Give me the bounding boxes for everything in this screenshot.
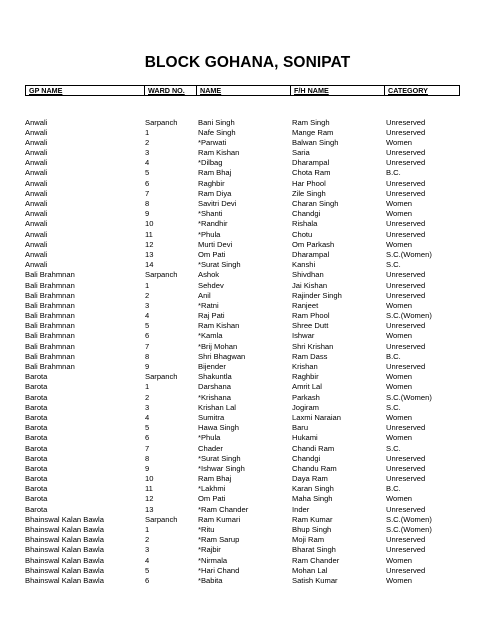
fh-name-cell: Charan Singh bbox=[292, 199, 339, 208]
category-cell: S.C.(Women) bbox=[386, 249, 432, 259]
category-cell: Unreserved bbox=[386, 341, 426, 351]
fh-name-cell: Ram Kumar bbox=[292, 514, 333, 524]
category-cell: Unreserved bbox=[386, 535, 426, 545]
gp-name-cell: Bali Brahmnan bbox=[25, 321, 75, 331]
category-cell: Women bbox=[386, 575, 413, 585]
name-cell: *Dilbag bbox=[198, 158, 223, 168]
table-row bbox=[0, 342, 495, 352]
gp-name-cell: Anwali bbox=[25, 249, 48, 259]
ward-no-cell: 2 bbox=[145, 535, 150, 545]
table-row bbox=[0, 352, 495, 362]
fh-name-cell: Har Phool bbox=[292, 178, 326, 188]
table-row bbox=[0, 382, 495, 392]
ward-no-cell: 6 bbox=[145, 331, 150, 341]
fh-name-cell: Dharampal bbox=[292, 158, 330, 168]
fh-name-cell: Ram Singh bbox=[292, 117, 330, 127]
category-cell: Unreserved bbox=[386, 453, 426, 463]
table-row bbox=[0, 372, 495, 382]
name-cell: *Kamla bbox=[198, 331, 223, 341]
name-cell: *Randhir bbox=[198, 219, 228, 229]
fh-name-cell: Satish Kumar bbox=[292, 575, 338, 585]
table-body bbox=[0, 118, 495, 587]
category-cell: Unreserved bbox=[386, 158, 426, 168]
name-cell: Om Pati bbox=[198, 249, 226, 259]
gp-name-cell: Barota bbox=[25, 443, 48, 453]
ward-no-cell: 5 bbox=[145, 565, 150, 575]
category-cell: B.C. bbox=[386, 168, 401, 178]
fh-name-cell: Mange Ram bbox=[292, 127, 334, 137]
fh-name-cell: Zile Singh bbox=[292, 188, 326, 198]
table-row bbox=[0, 301, 495, 311]
name-cell: Om Pati bbox=[198, 494, 226, 504]
ward-no-cell: 3 bbox=[145, 148, 150, 158]
category-cell: S.C. bbox=[386, 402, 401, 412]
gp-name-cell: Barota bbox=[25, 484, 48, 494]
ward-no-cell: 9 bbox=[145, 362, 150, 371]
table-row bbox=[0, 484, 495, 494]
ward-no-cell: 12 bbox=[145, 494, 154, 504]
name-cell: Raj Pati bbox=[198, 311, 225, 321]
gp-name-cell: Anwali bbox=[25, 148, 48, 158]
gp-name-cell: Bali Brahmnan bbox=[25, 280, 75, 290]
name-cell: Chader bbox=[198, 443, 223, 453]
fh-name-cell: Balwan Singh bbox=[292, 137, 339, 147]
fh-name-cell: Raghbir bbox=[292, 372, 319, 382]
ward-no-cell: 12 bbox=[145, 239, 154, 249]
name-cell: Darshana bbox=[198, 382, 231, 392]
name-cell: Krishan Lal bbox=[198, 402, 236, 412]
table-row bbox=[0, 576, 495, 586]
category-cell: S.C.(Women) bbox=[386, 525, 432, 534]
category-cell: Women bbox=[386, 433, 413, 443]
gp-name-cell: Anwali bbox=[25, 209, 48, 219]
name-cell: *Surat Singh bbox=[198, 260, 241, 270]
name-cell: *Ratni bbox=[198, 300, 219, 310]
ward-no-cell: 6 bbox=[145, 178, 150, 188]
table-row bbox=[0, 454, 495, 464]
gp-name-cell: Bali Brahmnan bbox=[25, 351, 75, 361]
fh-name-cell: Chotu bbox=[292, 229, 313, 239]
name-cell: *Surat Singh bbox=[198, 453, 241, 463]
ward-no-cell: 11 bbox=[145, 229, 153, 239]
table-row bbox=[0, 270, 495, 280]
gp-name-cell: Bhainswal Kalan Bawla bbox=[25, 565, 104, 575]
gp-name-cell: Bali Brahmnan bbox=[25, 362, 75, 371]
table-row bbox=[0, 260, 495, 270]
table-row bbox=[0, 179, 495, 189]
ward-no-cell: 3 bbox=[145, 402, 150, 412]
name-cell: Savitri Devi bbox=[198, 199, 237, 208]
name-cell: *Nirmala bbox=[198, 555, 228, 565]
ward-no-cell: 14 bbox=[145, 260, 154, 270]
category-cell: Unreserved bbox=[386, 117, 426, 127]
category-cell: Women bbox=[386, 209, 413, 219]
name-cell: *Phula bbox=[198, 433, 221, 443]
fh-name-cell: Rajinder Singh bbox=[292, 290, 342, 300]
ward-no-cell: Sarpanch bbox=[145, 117, 178, 127]
name-cell: *Krishana bbox=[198, 392, 231, 402]
gp-name-cell: Anwali bbox=[25, 168, 48, 178]
name-cell: Nafe Singh bbox=[198, 127, 236, 137]
gp-name-cell: Bali Brahmnan bbox=[25, 311, 75, 321]
fh-name-cell: Chandgi bbox=[292, 209, 321, 219]
ward-no-cell: 8 bbox=[145, 453, 150, 463]
fh-name-cell: Bharat Singh bbox=[292, 545, 336, 555]
category-cell: Unreserved bbox=[386, 178, 426, 188]
gp-name-cell: Bhainswal Kalan Bawla bbox=[25, 525, 104, 534]
table-row bbox=[0, 128, 495, 138]
name-cell: *Parwati bbox=[198, 137, 227, 147]
fh-name-cell: Laxmi Naraian bbox=[292, 412, 341, 422]
fh-name-cell: Ram Chander bbox=[292, 555, 340, 565]
ward-no-cell: 4 bbox=[145, 158, 150, 168]
ward-no-cell: 4 bbox=[145, 412, 150, 422]
fh-name-cell: Jogiram bbox=[292, 402, 320, 412]
table-row bbox=[0, 168, 495, 178]
ward-no-cell: 2 bbox=[145, 392, 150, 402]
fh-name-cell: Chandi Ram bbox=[292, 443, 335, 453]
ward-no-cell: 1 bbox=[145, 525, 150, 534]
name-cell: Murti Devi bbox=[198, 239, 233, 249]
gp-name-cell: Anwali bbox=[25, 158, 48, 168]
header-fh-name: F/H NAME bbox=[294, 86, 329, 95]
gp-name-cell: Barota bbox=[25, 423, 48, 433]
name-cell: *Lakhmi bbox=[198, 484, 226, 494]
table-row bbox=[0, 148, 495, 158]
table-row bbox=[0, 433, 495, 443]
ward-no-cell: 4 bbox=[145, 311, 150, 321]
table-row bbox=[0, 566, 495, 576]
name-cell: *Babita bbox=[198, 575, 223, 585]
name-cell: Ram Diya bbox=[198, 188, 232, 198]
category-cell: Unreserved bbox=[386, 565, 426, 575]
ward-no-cell: 2 bbox=[145, 137, 150, 147]
category-cell: Unreserved bbox=[386, 504, 426, 514]
fh-name-cell: Hukami bbox=[292, 433, 318, 443]
table-row bbox=[0, 403, 495, 413]
table-row bbox=[0, 189, 495, 199]
table-row bbox=[0, 494, 495, 504]
category-cell: Unreserved bbox=[386, 474, 426, 484]
category-cell: Unreserved bbox=[386, 362, 426, 371]
category-cell: S.C. bbox=[386, 443, 401, 453]
table-row bbox=[0, 413, 495, 423]
gp-name-cell: Barota bbox=[25, 382, 48, 392]
table-row bbox=[0, 118, 495, 128]
ward-no-cell: 8 bbox=[145, 199, 150, 208]
fh-name-cell: Inder bbox=[292, 504, 310, 514]
table-row bbox=[0, 464, 495, 474]
category-cell: Unreserved bbox=[386, 423, 426, 433]
category-cell: Unreserved bbox=[386, 229, 426, 239]
category-cell: B.C. bbox=[386, 484, 401, 494]
header-divider bbox=[290, 86, 291, 95]
name-cell: Bani Singh bbox=[198, 117, 235, 127]
fh-name-cell: Bhup Singh bbox=[292, 525, 332, 534]
ward-no-cell: Sarpanch bbox=[145, 372, 178, 382]
table-row bbox=[0, 545, 495, 555]
category-cell: Women bbox=[386, 239, 413, 249]
fh-name-cell: Chota Ram bbox=[292, 168, 331, 178]
category-cell: Women bbox=[386, 412, 413, 422]
table-row bbox=[0, 321, 495, 331]
ward-no-cell: Sarpanch bbox=[145, 270, 178, 280]
name-cell: *Ishwar Singh bbox=[198, 463, 245, 473]
fh-name-cell: Moji Ram bbox=[292, 535, 325, 545]
gp-name-cell: Anwali bbox=[25, 117, 48, 127]
name-cell: Ram Kishan bbox=[198, 321, 240, 331]
fh-name-cell: Kanshi bbox=[292, 260, 316, 270]
name-cell: *Ram Sarup bbox=[198, 535, 240, 545]
gp-name-cell: Bali Brahmnan bbox=[25, 270, 75, 280]
category-cell: Unreserved bbox=[386, 290, 426, 300]
category-cell: Women bbox=[386, 372, 413, 382]
fh-name-cell: Dharampal bbox=[292, 249, 330, 259]
gp-name-cell: Bhainswal Kalan Bawla bbox=[25, 545, 104, 555]
fh-name-cell: Ram Dass bbox=[292, 351, 328, 361]
header-gp-name: GP NAME bbox=[29, 86, 63, 95]
name-cell: Ashok bbox=[198, 270, 220, 280]
category-cell: Unreserved bbox=[386, 463, 426, 473]
gp-name-cell: Barota bbox=[25, 433, 48, 443]
fh-name-cell: Mohan Lal bbox=[292, 565, 328, 575]
fh-name-cell: Daya Ram bbox=[292, 474, 328, 484]
category-cell: S.C.(Women) bbox=[386, 514, 432, 524]
table-row bbox=[0, 219, 495, 229]
name-cell: Ram Kumari bbox=[198, 514, 241, 524]
fh-name-cell: Chandu Ram bbox=[292, 463, 337, 473]
fh-name-cell: Maha Singh bbox=[292, 494, 333, 504]
category-cell: S.C. bbox=[386, 260, 401, 270]
name-cell: Shri Bhagwan bbox=[198, 351, 246, 361]
fh-name-cell: Shri Krishan bbox=[292, 341, 334, 351]
gp-name-cell: Barota bbox=[25, 494, 48, 504]
name-cell: Bijender bbox=[198, 362, 226, 371]
name-cell: Hawa Singh bbox=[198, 423, 239, 433]
table-row bbox=[0, 281, 495, 291]
table-row bbox=[0, 474, 495, 484]
gp-name-cell: Bhainswal Kalan Bawla bbox=[25, 535, 104, 545]
ward-no-cell: 11 bbox=[145, 484, 153, 494]
gp-name-cell: Bali Brahmnan bbox=[25, 300, 75, 310]
ward-no-cell: 13 bbox=[145, 504, 154, 514]
ward-no-cell: 8 bbox=[145, 351, 150, 361]
ward-no-cell: 7 bbox=[145, 188, 150, 198]
ward-no-cell: 3 bbox=[145, 300, 150, 310]
category-cell: B.C. bbox=[386, 351, 401, 361]
table-row bbox=[0, 535, 495, 545]
name-cell: *Ram Chander bbox=[198, 504, 249, 514]
gp-name-cell: Anwali bbox=[25, 178, 48, 188]
table-row bbox=[0, 138, 495, 148]
table-row bbox=[0, 525, 495, 535]
category-cell: Unreserved bbox=[386, 188, 426, 198]
name-cell: *Rajbir bbox=[198, 545, 221, 555]
gp-name-cell: Bali Brahmnan bbox=[25, 341, 75, 351]
header-divider bbox=[384, 86, 385, 95]
table-row bbox=[0, 311, 495, 321]
gp-name-cell: Anwali bbox=[25, 127, 48, 137]
table-row bbox=[0, 250, 495, 260]
fh-name-cell: Saria bbox=[292, 148, 310, 158]
category-cell: Unreserved bbox=[386, 148, 426, 158]
category-cell: Unreserved bbox=[386, 270, 426, 280]
ward-no-cell: 5 bbox=[145, 168, 150, 178]
table-row bbox=[0, 556, 495, 566]
ward-no-cell: 4 bbox=[145, 555, 150, 565]
fh-name-cell: Shree Dutt bbox=[292, 321, 329, 331]
gp-name-cell: Bhainswal Kalan Bawla bbox=[25, 514, 104, 524]
ward-no-cell: 1 bbox=[145, 280, 150, 290]
name-cell: *Phula bbox=[198, 229, 221, 239]
fh-name-cell: Karan Singh bbox=[292, 484, 334, 494]
header-name: NAME bbox=[200, 86, 222, 95]
fh-name-cell: Krishan bbox=[292, 362, 318, 371]
table-row bbox=[0, 199, 495, 209]
category-cell: Unreserved bbox=[386, 219, 426, 229]
table-row bbox=[0, 331, 495, 341]
ward-no-cell: 5 bbox=[145, 321, 150, 331]
name-cell: Sumitra bbox=[198, 412, 225, 422]
fh-name-cell: Jai Kishan bbox=[292, 280, 328, 290]
category-cell: S.C.(Women) bbox=[386, 311, 432, 321]
gp-name-cell: Anwali bbox=[25, 260, 48, 270]
table-row bbox=[0, 505, 495, 515]
header-divider bbox=[144, 86, 145, 95]
category-cell: S.C.(Women) bbox=[386, 392, 432, 402]
name-cell: Ram Bhaj bbox=[198, 168, 232, 178]
gp-name-cell: Barota bbox=[25, 504, 48, 514]
fh-name-cell: Baru bbox=[292, 423, 309, 433]
name-cell: Ram Bhaj bbox=[198, 474, 232, 484]
name-cell: Anil bbox=[198, 290, 211, 300]
name-cell: Sehdev bbox=[198, 280, 224, 290]
category-cell: Women bbox=[386, 494, 413, 504]
table-row bbox=[0, 393, 495, 403]
table-row bbox=[0, 362, 495, 372]
fh-name-cell: Om Parkash bbox=[292, 239, 335, 249]
gp-name-cell: Barota bbox=[25, 412, 48, 422]
ward-no-cell: 10 bbox=[145, 474, 154, 484]
table-row bbox=[0, 158, 495, 168]
name-cell: Ram Kishan bbox=[198, 148, 240, 158]
gp-name-cell: Bhainswal Kalan Bawla bbox=[25, 555, 104, 565]
gp-name-cell: Anwali bbox=[25, 137, 48, 147]
gp-name-cell: Bhainswal Kalan Bawla bbox=[25, 575, 104, 585]
name-cell: *Hari Chand bbox=[198, 565, 240, 575]
ward-no-cell: 7 bbox=[145, 443, 150, 453]
category-cell: Unreserved bbox=[386, 545, 426, 555]
ward-no-cell: 7 bbox=[145, 341, 150, 351]
gp-name-cell: Anwali bbox=[25, 239, 48, 249]
table-row bbox=[0, 230, 495, 240]
table-row bbox=[0, 291, 495, 301]
header-ward-no: WARD NO. bbox=[148, 86, 185, 95]
header-category: CATEGORY bbox=[388, 86, 428, 95]
fh-name-cell: Amrit Lal bbox=[292, 382, 322, 392]
ward-no-cell: 2 bbox=[145, 290, 150, 300]
category-cell: Women bbox=[386, 331, 413, 341]
gp-name-cell: Anwali bbox=[25, 229, 48, 239]
fh-name-cell: Ishwar bbox=[292, 331, 315, 341]
ward-no-cell: 1 bbox=[145, 382, 150, 392]
category-cell: Women bbox=[386, 382, 413, 392]
ward-no-cell: Sarpanch bbox=[145, 514, 178, 524]
header-divider bbox=[196, 86, 197, 95]
ward-no-cell: 6 bbox=[145, 433, 150, 443]
category-cell: Women bbox=[386, 137, 413, 147]
category-cell: Women bbox=[386, 555, 413, 565]
fh-name-cell: Ranjeet bbox=[292, 300, 319, 310]
gp-name-cell: Barota bbox=[25, 474, 48, 484]
fh-name-cell: Parkash bbox=[292, 392, 320, 402]
gp-name-cell: Anwali bbox=[25, 199, 48, 208]
gp-name-cell: Barota bbox=[25, 453, 48, 463]
category-cell: Unreserved bbox=[386, 127, 426, 137]
ward-no-cell: 6 bbox=[145, 575, 150, 585]
category-cell: Women bbox=[386, 300, 413, 310]
ward-no-cell: 3 bbox=[145, 545, 150, 555]
gp-name-cell: Barota bbox=[25, 402, 48, 412]
ward-no-cell: 5 bbox=[145, 423, 150, 433]
name-cell: *Brij Mohan bbox=[198, 341, 238, 351]
name-cell: Shakuntla bbox=[198, 372, 232, 382]
gp-name-cell: Barota bbox=[25, 392, 48, 402]
fh-name-cell: Rishala bbox=[292, 219, 318, 229]
gp-name-cell: Barota bbox=[25, 372, 48, 382]
category-cell: Unreserved bbox=[386, 280, 426, 290]
table-row bbox=[0, 209, 495, 219]
ward-no-cell: 10 bbox=[145, 219, 154, 229]
page-title: BLOCK GOHANA, SONIPAT bbox=[144, 54, 351, 71]
gp-name-cell: Barota bbox=[25, 463, 48, 473]
table-row bbox=[0, 515, 495, 525]
fh-name-cell: Chandgi bbox=[292, 453, 321, 463]
fh-name-cell: Ram Phool bbox=[292, 311, 330, 321]
ward-no-cell: 9 bbox=[145, 209, 150, 219]
fh-name-cell: Shivdhan bbox=[292, 270, 324, 280]
ward-no-cell: 13 bbox=[145, 249, 154, 259]
table-row bbox=[0, 423, 495, 433]
gp-name-cell: Anwali bbox=[25, 219, 48, 229]
name-cell: *Ritu bbox=[198, 525, 215, 534]
table-row bbox=[0, 444, 495, 454]
name-cell: *Shanti bbox=[198, 209, 223, 219]
ward-no-cell: 1 bbox=[145, 127, 150, 137]
gp-name-cell: Anwali bbox=[25, 188, 48, 198]
table-row bbox=[0, 240, 495, 250]
gp-name-cell: Bali Brahmnan bbox=[25, 290, 75, 300]
category-cell: Women bbox=[386, 199, 413, 208]
table-header bbox=[25, 85, 460, 96]
gp-name-cell: Bali Brahmnan bbox=[25, 331, 75, 341]
category-cell: Unreserved bbox=[386, 321, 426, 331]
name-cell: Raghbir bbox=[198, 178, 225, 188]
ward-no-cell: 9 bbox=[145, 463, 150, 473]
